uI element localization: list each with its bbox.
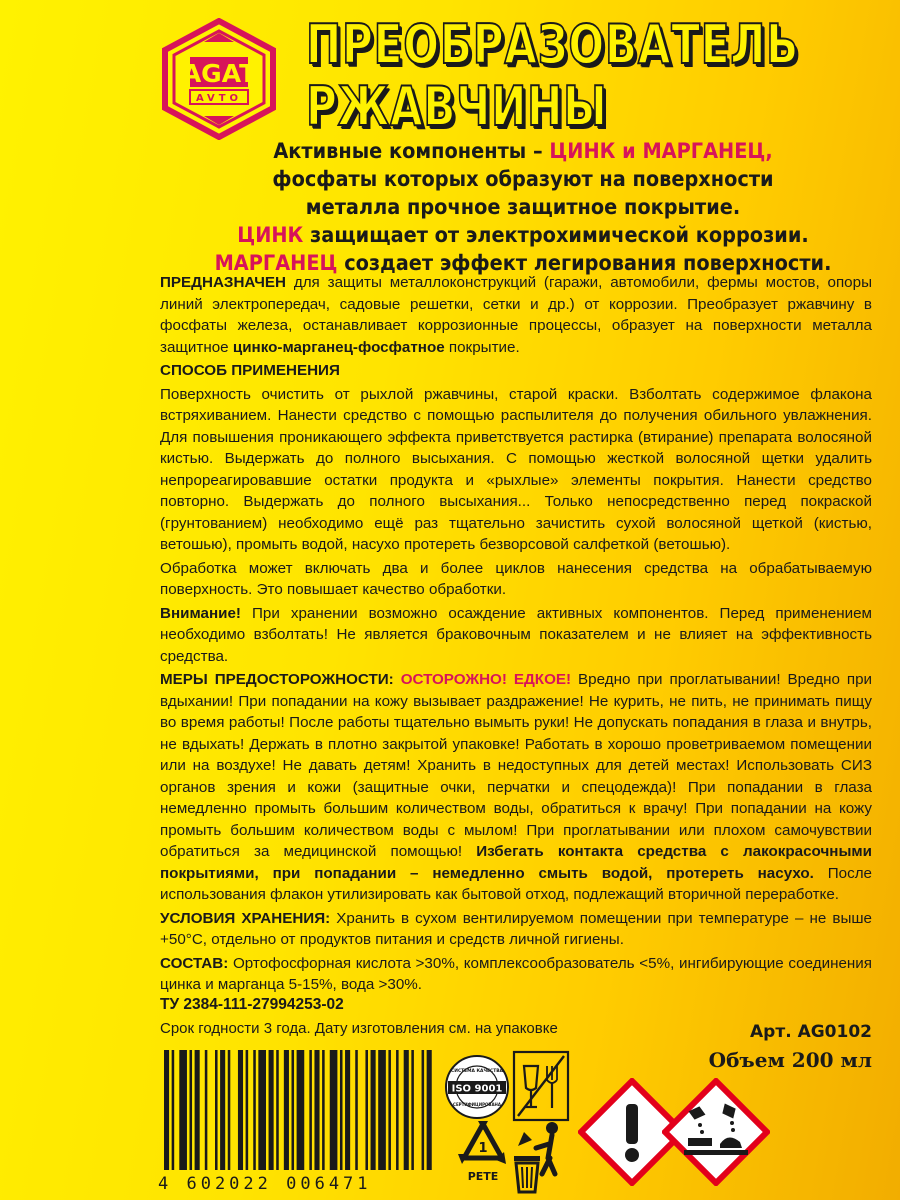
- barcode-bar: [179, 1050, 187, 1170]
- safety-heading: МЕРЫ ПРЕДОСТОРОЖНОСТИ:: [160, 671, 401, 688]
- intro-text: защищает от электрохимической коррозии.: [303, 223, 809, 247]
- usage-paragraph-2: Обработка может включать два и более циклов нанесения средства на обрабатываемую поверхность. Это повышает качество обработки.: [160, 559, 872, 598]
- attention-heading: Внимание!: [160, 604, 241, 622]
- storage-text: Хранить в сухом вентилируемом помещении при температуре – не выше +50°С, отдельно от продуктов питания и средств личной гигиены.: [160, 909, 872, 948]
- storage-paragraph: [160, 908, 872, 951]
- barcode-bar: [195, 1050, 200, 1170]
- barcode-bar: [355, 1050, 358, 1170]
- barcode-bar: [284, 1050, 289, 1170]
- barcode-bar: [314, 1050, 319, 1170]
- composition-paragraph: [160, 953, 872, 996]
- agat-logo: [160, 18, 278, 140]
- volume: Объем 200 мл: [708, 1048, 872, 1072]
- barcode-bar: [322, 1050, 325, 1170]
- storage-heading: УСЛОВИЯ ХРАНЕНИЯ:: [160, 909, 331, 927]
- barcode-bar: [422, 1050, 425, 1170]
- barcode-bar: [276, 1050, 279, 1170]
- iso-mid: ISO 9001: [451, 1083, 503, 1095]
- barcode-bar: [371, 1050, 376, 1170]
- barcode-bar: [292, 1050, 295, 1170]
- barcode-bar: [365, 1050, 368, 1170]
- product-title: [306, 13, 799, 138]
- barcode-bar: [404, 1050, 409, 1170]
- food-unsafe-icon: [512, 1050, 570, 1122]
- trash-bin-icon: [508, 1118, 570, 1196]
- safety-text-end: После использования флакон утилизировать как бытовой отход, подлежащий вторичной переработке.: [160, 864, 872, 903]
- barcode-bar: [190, 1050, 193, 1170]
- usage-heading: СПОСОБ ПРИМЕНЕНИЯ: [160, 362, 340, 379]
- barcode-bar: [172, 1050, 175, 1170]
- iso-top: СИСТЕМА КАЧЕСТВА: [451, 1069, 503, 1074]
- barcode-bar: [246, 1050, 249, 1170]
- barcode-bar: [269, 1050, 274, 1170]
- safety-bold: Избегать контакта средства с лакокрасочными покрытиями, при попадании – немедленно смыть водой, протереть насухо.: [160, 843, 872, 882]
- intro-line-2: фосфаты которых образуют на поверхности: [272, 167, 774, 191]
- intro-manganese-2: МАРГАНЕЦ: [214, 251, 338, 275]
- attention-paragraph: [160, 603, 872, 668]
- safety-text: Вредно при проглатывании! Вредно при вдыхании! При попадании на кожу вызывает раздражение! Не курить, не пить, не принимать пищу во время работы! После работы тщательно вымыть руки! Не допускать попадания в глаза и внутрь, не вдыхать! Держать в плотно закрытой упаковке! Работать в хорошо проветриваемом помещении или на воздухе! Не давать детям! Хранить в недоступных для детей местах! Использовать СИЗ органов зрения и кожи (защитные очки, перчатки и спецодежда)! При попадании в глаза немедленно промыть большим количеством воды, обратиться к врачу! При попадании на кожу промыть большим количеством воды с мылом! При проглатывании или плохом самочувствии обратиться за медицинской помощью!: [160, 671, 872, 860]
- barcode-bar: [411, 1050, 414, 1170]
- composition-heading: СОСТАВ:: [160, 954, 229, 972]
- spec-number: ТУ 2384-111-27994253-02: [160, 996, 344, 1013]
- title-line-2: РЖАВЧИНЫ: [306, 75, 608, 138]
- purpose-bold: цинко-марганец-фосфатное: [232, 338, 445, 356]
- logo-brand: AGAT: [181, 59, 257, 88]
- barcode-bar: [309, 1050, 312, 1170]
- barcode-bar: [220, 1050, 225, 1170]
- intro-line-3: металла прочное защитное покрытие.: [305, 195, 741, 219]
- barcode-bar: [396, 1050, 399, 1170]
- barcode-bar: [215, 1050, 218, 1170]
- shelf-life: Срок годности 3 года. Дату изготовления см. на упаковке: [160, 1020, 558, 1037]
- intro-text: создает эффект легирования поверхности.: [337, 251, 832, 275]
- ghs-corrosive-icon: [662, 1078, 770, 1186]
- article-number: Арт. AG0102: [750, 1022, 872, 1042]
- intro-zinc: ЦИНК: [549, 139, 616, 163]
- intro-and: и: [615, 139, 643, 163]
- iso-9001-icon: [444, 1054, 510, 1120]
- intro-zinc-2: ЦИНК: [237, 223, 304, 247]
- attention-text: При хранении возможно осаждение активных компонентов. Перед применением необходимо взболтать! Не является браковочным показателем и не влияет на эффективность средства.: [160, 604, 872, 665]
- barcode-bar: [388, 1050, 391, 1170]
- logo-sub: AVTO: [195, 93, 243, 104]
- purpose-heading: ПРЕДНАЗНАЧЕН: [160, 274, 286, 291]
- barcode-bar: [297, 1050, 305, 1170]
- usage-paragraph-1: Поверхность очистить от рыхлой ржавчины, старой краски. Взболтать содержимое флакона встряхиванием. Нанести средство с помощью распылителя до получения обильного увлажнения. Для повышения проникающего эффекта приветствуется растирка (втирание) препарата волосяной кистью. Выдержать до полного высыхания. С помощью жесткой волосяной щетки удалить непрореагировавшие остатки продукта и «рыхлые» элементы покрытия. Нанести средство повторно. Выдержать до полного высыхания... Только непосредственно перед покраской (грунтованием) необходимо ещё раз тщательно зачистить сухой волосяной щеткой (кистью, ветошью), промыть водой, насухо протереть безворсовой салфеткой (ветошью).: [160, 385, 872, 553]
- barcode-bar: [345, 1050, 350, 1170]
- barcode-bar: [228, 1050, 231, 1170]
- recycle-label: PETE: [467, 1170, 499, 1183]
- intro-manganese: МАРГАНЕЦ,: [642, 139, 773, 163]
- purpose-paragraph: [160, 272, 872, 358]
- barcode-number: 4 602022 006471: [158, 1174, 372, 1194]
- barcode-bar: [427, 1050, 432, 1170]
- barcode: [158, 1050, 438, 1192]
- barcode-bar: [253, 1050, 256, 1170]
- purpose-text-end: покрытие.: [444, 338, 520, 356]
- intro-text: Активные компоненты –: [273, 139, 550, 163]
- composition-text: Ортофосфорная кислота >30%, комплексообразователь <5%, ингибирующие соединения цинка и марганца 5-15%, вода >30%.: [160, 954, 872, 993]
- barcode-bar: [205, 1050, 208, 1170]
- barcode-bar: [164, 1050, 169, 1170]
- barcode-bar: [258, 1050, 266, 1170]
- barcode-bar: [330, 1050, 338, 1170]
- iso-bottom: СЕРТИФИЦИРОВАНА: [453, 1102, 501, 1107]
- barcode-bar: [378, 1050, 386, 1170]
- recycle-number: 1: [478, 1141, 488, 1156]
- barcode-bar: [340, 1050, 343, 1170]
- recycle-pete-icon: [454, 1118, 512, 1198]
- safety-warning: ОСТОРОЖНО! ЕДКОЕ!: [400, 671, 572, 688]
- intro-line-4: [198, 221, 848, 249]
- purpose-text: для защиты металлоконструкций (гаражи, автомобили, фермы мостов, опоры линий электропередач, садовые решетки, сетки и др.) от коррозии. Преобразует ржавчину в фосфаты железа, останавливает коррозионные процессы, образует на поверхности металла защитное: [160, 274, 872, 356]
- barcode-bar: [238, 1050, 243, 1170]
- instructions-body: [160, 272, 872, 998]
- intro-block: [170, 137, 876, 277]
- safety-paragraph: [160, 669, 872, 906]
- title-line-1: ПРЕОБРАЗОВАТЕЛЬ: [306, 13, 799, 76]
- intro-line-1: [198, 137, 848, 165]
